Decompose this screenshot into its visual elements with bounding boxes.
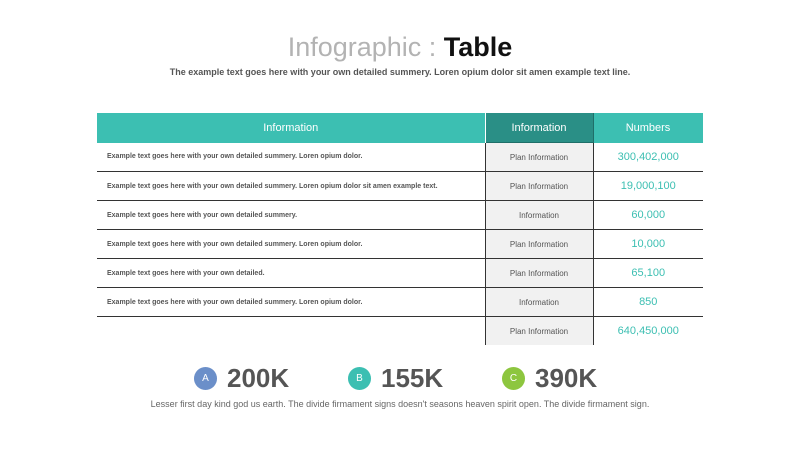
information-table: [97, 113, 704, 345]
row-info: Information: [485, 288, 593, 317]
row-number: 10,000: [593, 230, 703, 259]
row-info: Plan Information: [485, 230, 593, 259]
row-description: Example text goes here with your own detailed summery. Loren opium dolor sit amen example text.: [97, 172, 485, 201]
title-light: Infographic :: [287, 32, 437, 62]
row-number: 850: [593, 288, 703, 317]
row-info: Plan Information: [485, 172, 593, 201]
row-info: Plan Information: [485, 143, 593, 172]
header-information: Information: [97, 113, 485, 143]
header-numbers: Numbers: [593, 113, 703, 143]
page-title: [0, 30, 800, 64]
stat-c-value: 390K: [535, 363, 598, 393]
row-description: [97, 317, 485, 346]
row-info: Information: [485, 201, 593, 230]
table-row-total: [97, 317, 703, 346]
table-row: [97, 172, 703, 201]
stat-a-value: 200K: [227, 363, 290, 393]
row-info: Plan Information: [485, 259, 593, 288]
stat-b-value: 155K: [381, 363, 444, 393]
row-number: 65,100: [593, 259, 703, 288]
stat-c: [502, 362, 597, 394]
header-information-highlight: Information: [485, 113, 593, 143]
row-description: Example text goes here with your own detailed.: [97, 259, 485, 288]
row-info: Plan Information: [485, 317, 593, 346]
badge-c: C: [502, 367, 525, 390]
table-row: [97, 201, 703, 230]
row-description: Example text goes here with your own detailed summery. Loren opium dolor.: [97, 288, 485, 317]
table-header-row: [97, 113, 703, 143]
row-number: 640,450,000: [617, 325, 679, 337]
title-bold: Table: [443, 32, 513, 62]
row-description: Example text goes here with your own detailed summery.: [97, 201, 485, 230]
table-row: [97, 288, 703, 317]
row-description: Example text goes here with your own detailed summery. Loren opium dolor.: [97, 143, 485, 172]
stat-b: [348, 362, 443, 394]
row-number: 60,000: [593, 201, 703, 230]
stat-a: [194, 362, 289, 394]
badge-b: B: [348, 367, 371, 390]
row-description: Example text goes here with your own detailed summery. Loren opium dolor.: [97, 230, 485, 259]
table-row: [97, 143, 703, 172]
row-number: 19,000,100: [593, 172, 703, 201]
table-row: [97, 259, 703, 288]
footer-text: Lesser first day kind god us earth. The divide firmament signs doesn't seasons heaven spirit open. The divide firmament sign.: [150, 399, 650, 409]
table-row: [97, 230, 703, 259]
stats-row: [0, 362, 800, 394]
row-number: 300,402,000: [593, 143, 703, 172]
badge-a: A: [194, 367, 217, 390]
subtitle: The example text goes here with your own detailed summery. Loren opium dolor sit amen example text line.: [169, 67, 631, 77]
